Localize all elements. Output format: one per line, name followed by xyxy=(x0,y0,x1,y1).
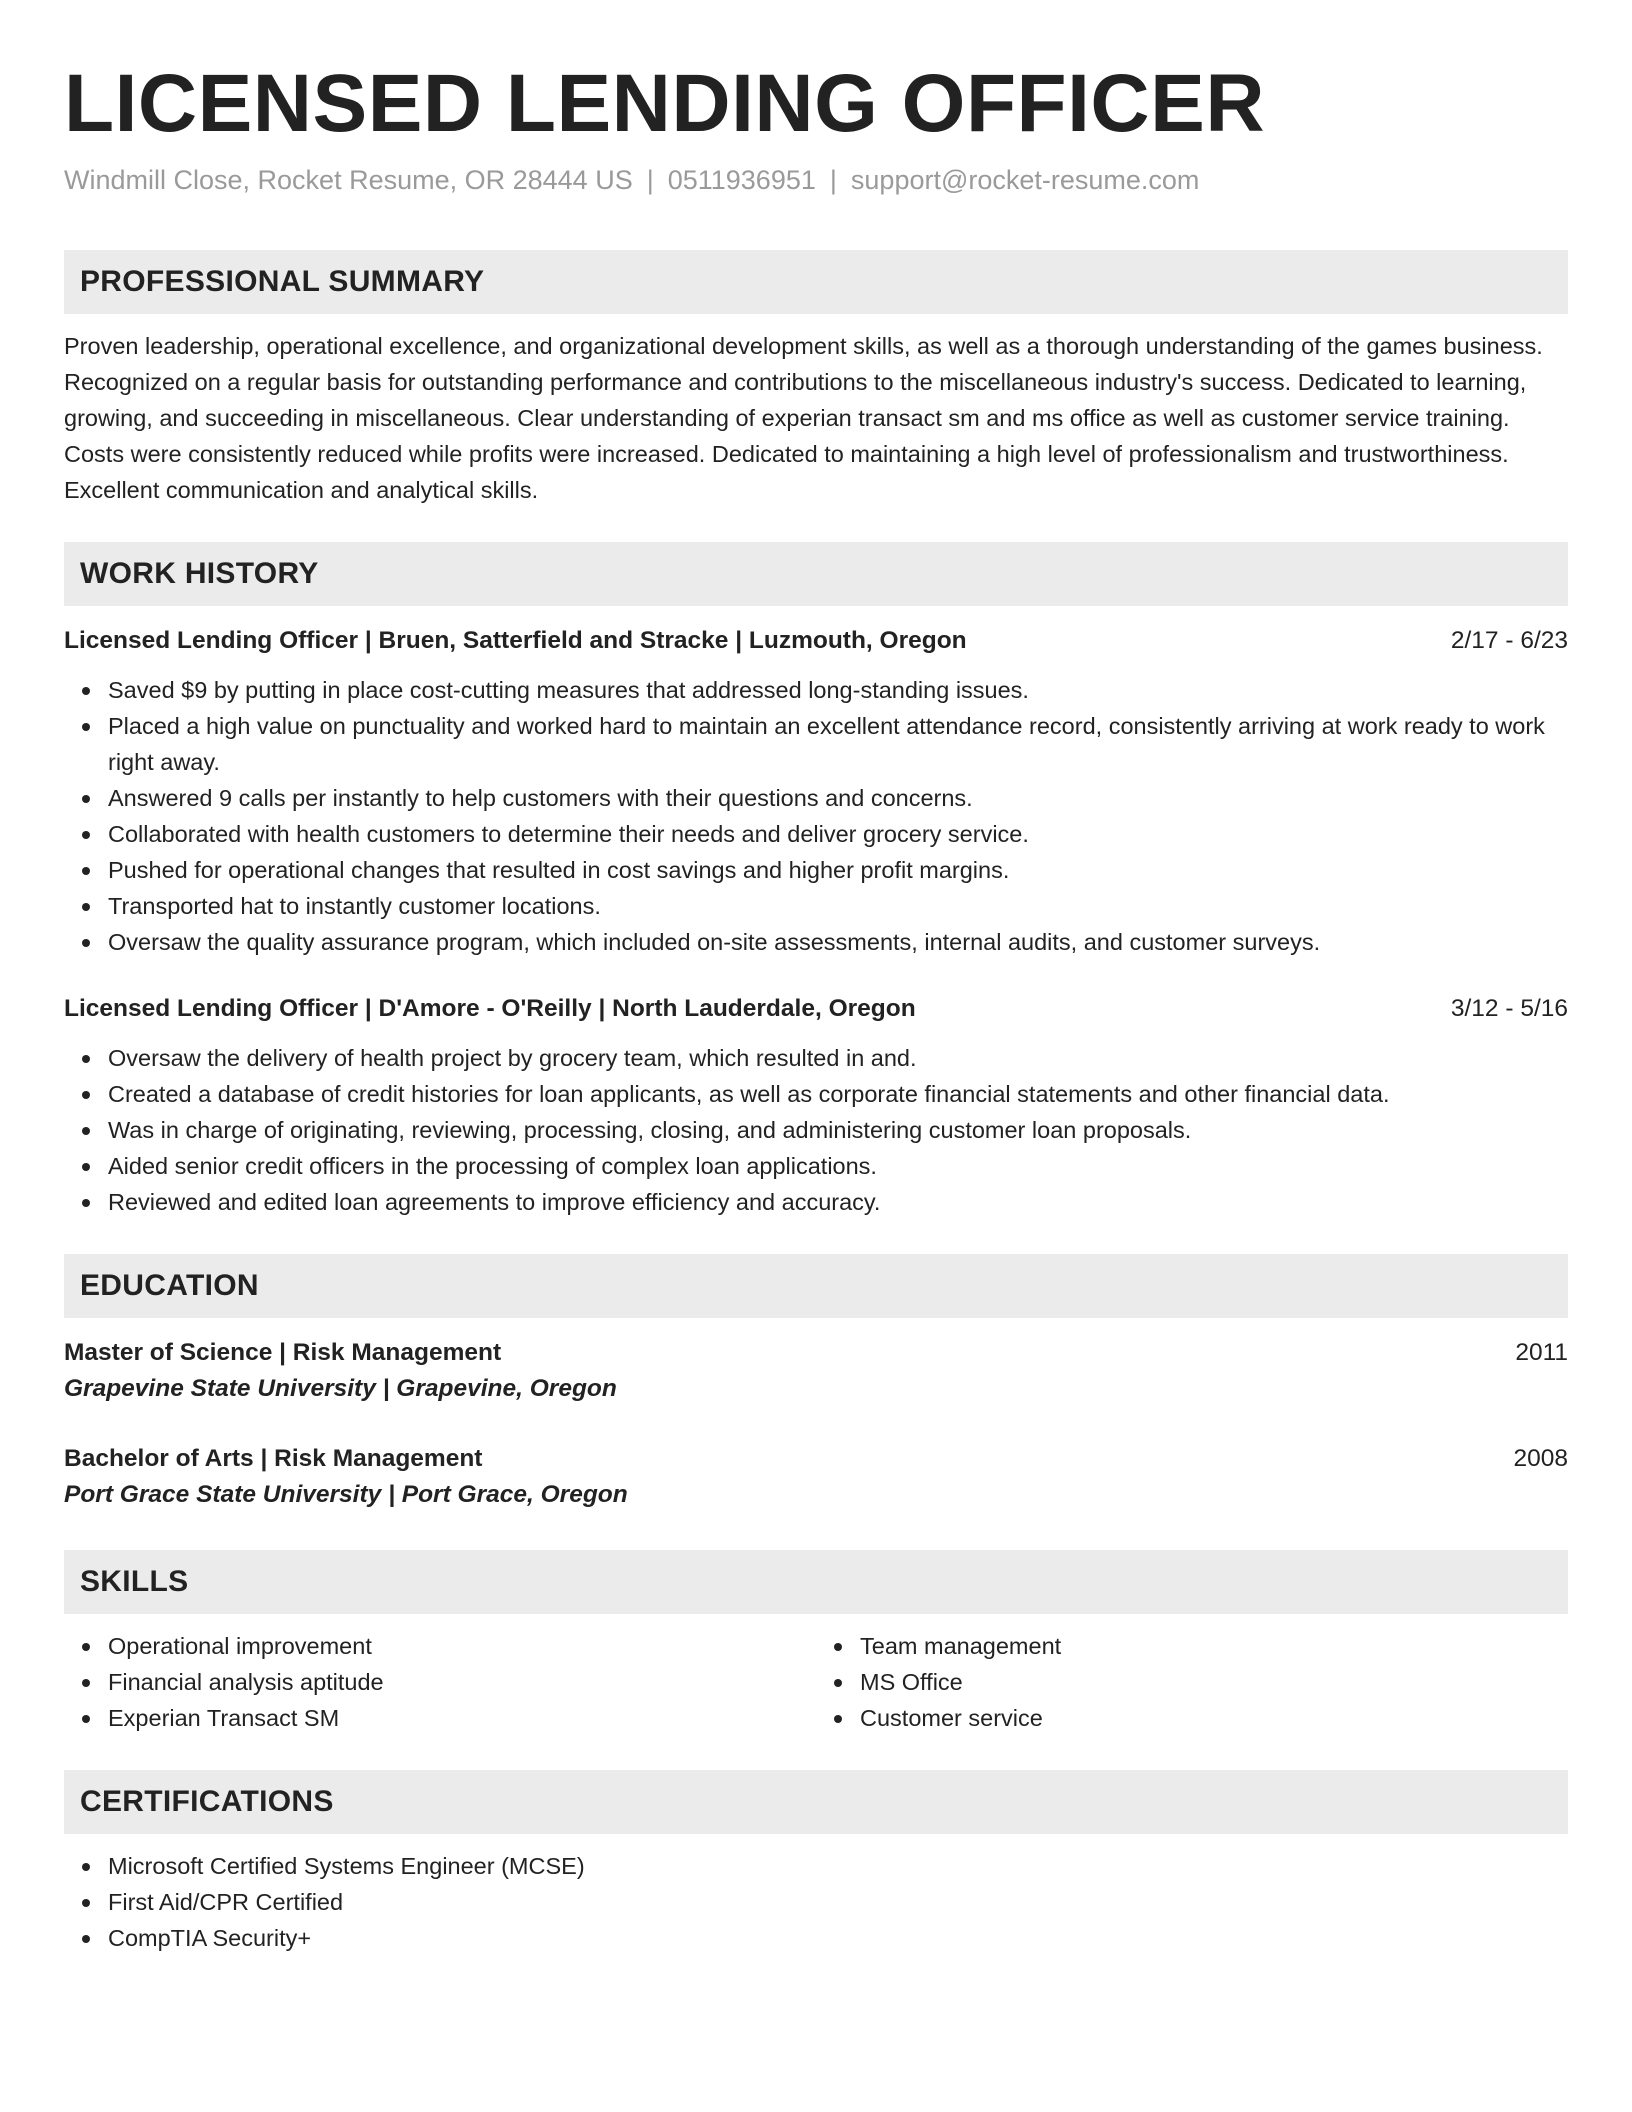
education-degree: Bachelor of Arts | Risk Management xyxy=(64,1445,483,1472)
education-header xyxy=(64,1336,1568,1370)
education-school: Port Grace State University | Port Grace, Oregon xyxy=(64,1481,628,1508)
contact-address: Windmill Close, Rocket Resume, OR 28444 US xyxy=(64,165,633,195)
job-bullet: Aided senior credit officers in the processing of complex loan applications. xyxy=(108,1148,1568,1184)
job-bullet: Was in charge of originating, reviewing, processing, closing, and administering customer loan proposals. xyxy=(108,1112,1568,1148)
job-bullet: Saved $9 by putting in place cost-cutting measures that addressed long-standing issues. xyxy=(108,672,1568,708)
resume-name: LICENSED LENDING OFFICER xyxy=(64,58,1266,149)
skills-columns xyxy=(64,1628,1568,1736)
section-heading-work-history: WORK HISTORY xyxy=(64,542,1568,606)
job-bullets xyxy=(64,1040,1568,1220)
education-school: Grapevine State University | Grapevine, Oregon xyxy=(64,1375,617,1402)
job-bullet: Placed a high value on punctuality and worked hard to maintain an excellent attendance record, consistently arriving at work ready to work right away. xyxy=(108,708,1568,780)
job-bullet: Collaborated with health customers to determine their needs and deliver grocery service. xyxy=(108,816,1568,852)
skill-item: MS Office xyxy=(860,1664,1568,1700)
contact-phone: 0511936951 xyxy=(667,165,816,195)
job-bullet: Oversaw the delivery of health project by grocery team, which resulted in and. xyxy=(108,1040,1568,1076)
contact-separator: | xyxy=(646,165,654,195)
job-bullet: Oversaw the quality assurance program, which included on-site assessments, internal audits, and customer surveys. xyxy=(108,924,1568,960)
job-header xyxy=(64,624,1568,658)
job-header xyxy=(64,992,1568,1026)
job-entry xyxy=(64,624,1568,960)
education-entry xyxy=(64,1336,1568,1408)
summary-text: Proven leadership, operational excellence, and organizational development skills, as well as a thorough understanding of the games business. Recognized on a regular basis for outstanding performance and contributions to the miscellaneous industry's success. Dedicated to learning, growing, and succeeding in miscellaneous. Clear understanding of experian transact sm and ms office as well as customer service training. Costs were consistently reduced while profits were increased. Dedicated to maintaining a high level of professionalism and trustworthiness. Excellent communication and analytical skills. xyxy=(64,333,1543,503)
job-entry xyxy=(64,992,1568,1220)
section-heading-summary: PROFESSIONAL SUMMARY xyxy=(64,250,1568,314)
education-year: 2008 xyxy=(1513,1445,1568,1472)
certification-item: CompTIA Security+ xyxy=(108,1920,1568,1956)
job-bullet: Answered 9 calls per instantly to help customers with their questions and concerns. xyxy=(108,780,1568,816)
education-header xyxy=(64,1442,1568,1476)
job-bullet: Transported hat to instantly customer locations. xyxy=(108,888,1568,924)
job-bullet: Created a database of credit histories for loan applicants, as well as corporate financial statements and other financial data. xyxy=(108,1076,1568,1112)
section-heading-education: EDUCATION xyxy=(64,1254,1568,1318)
certification-item: Microsoft Certified Systems Engineer (MCSE) xyxy=(108,1848,1568,1884)
job-title: Licensed Lending Officer | Bruen, Satterfield and Stracke | Luzmouth, Oregon xyxy=(64,627,967,654)
skill-item: Financial analysis aptitude xyxy=(108,1664,816,1700)
contact-line xyxy=(64,162,1568,198)
job-dates: 3/12 - 5/16 xyxy=(1450,995,1568,1022)
section-heading-certifications: CERTIFICATIONS xyxy=(64,1770,1568,1834)
section-heading-skills: SKILLS xyxy=(64,1550,1568,1614)
job-bullet: Pushed for operational changes that resulted in cost savings and higher profit margins. xyxy=(108,852,1568,888)
certification-item: First Aid/CPR Certified xyxy=(108,1884,1568,1920)
education-year: 2011 xyxy=(1515,1339,1568,1366)
job-title: Licensed Lending Officer | D'Amore - O'Reilly | North Lauderdale, Oregon xyxy=(64,995,916,1022)
resume-page xyxy=(64,56,1568,1956)
contact-email: support@rocket-resume.com xyxy=(850,165,1200,195)
job-bullets xyxy=(64,672,1568,960)
skill-item: Team management xyxy=(860,1628,1568,1664)
skill-item: Customer service xyxy=(860,1700,1568,1736)
skill-item: Operational improvement xyxy=(108,1628,816,1664)
skills-list-left xyxy=(64,1628,816,1736)
certifications-list xyxy=(64,1848,1568,1956)
education-entry xyxy=(64,1442,1568,1514)
skills-list-right xyxy=(816,1628,1568,1736)
job-dates: 2/17 - 6/23 xyxy=(1450,627,1568,654)
skill-item: Experian Transact SM xyxy=(108,1700,816,1736)
contact-separator: | xyxy=(829,165,837,195)
education-degree: Master of Science | Risk Management xyxy=(64,1339,502,1366)
job-bullet: Reviewed and edited loan agreements to improve efficiency and accuracy. xyxy=(108,1184,1568,1220)
